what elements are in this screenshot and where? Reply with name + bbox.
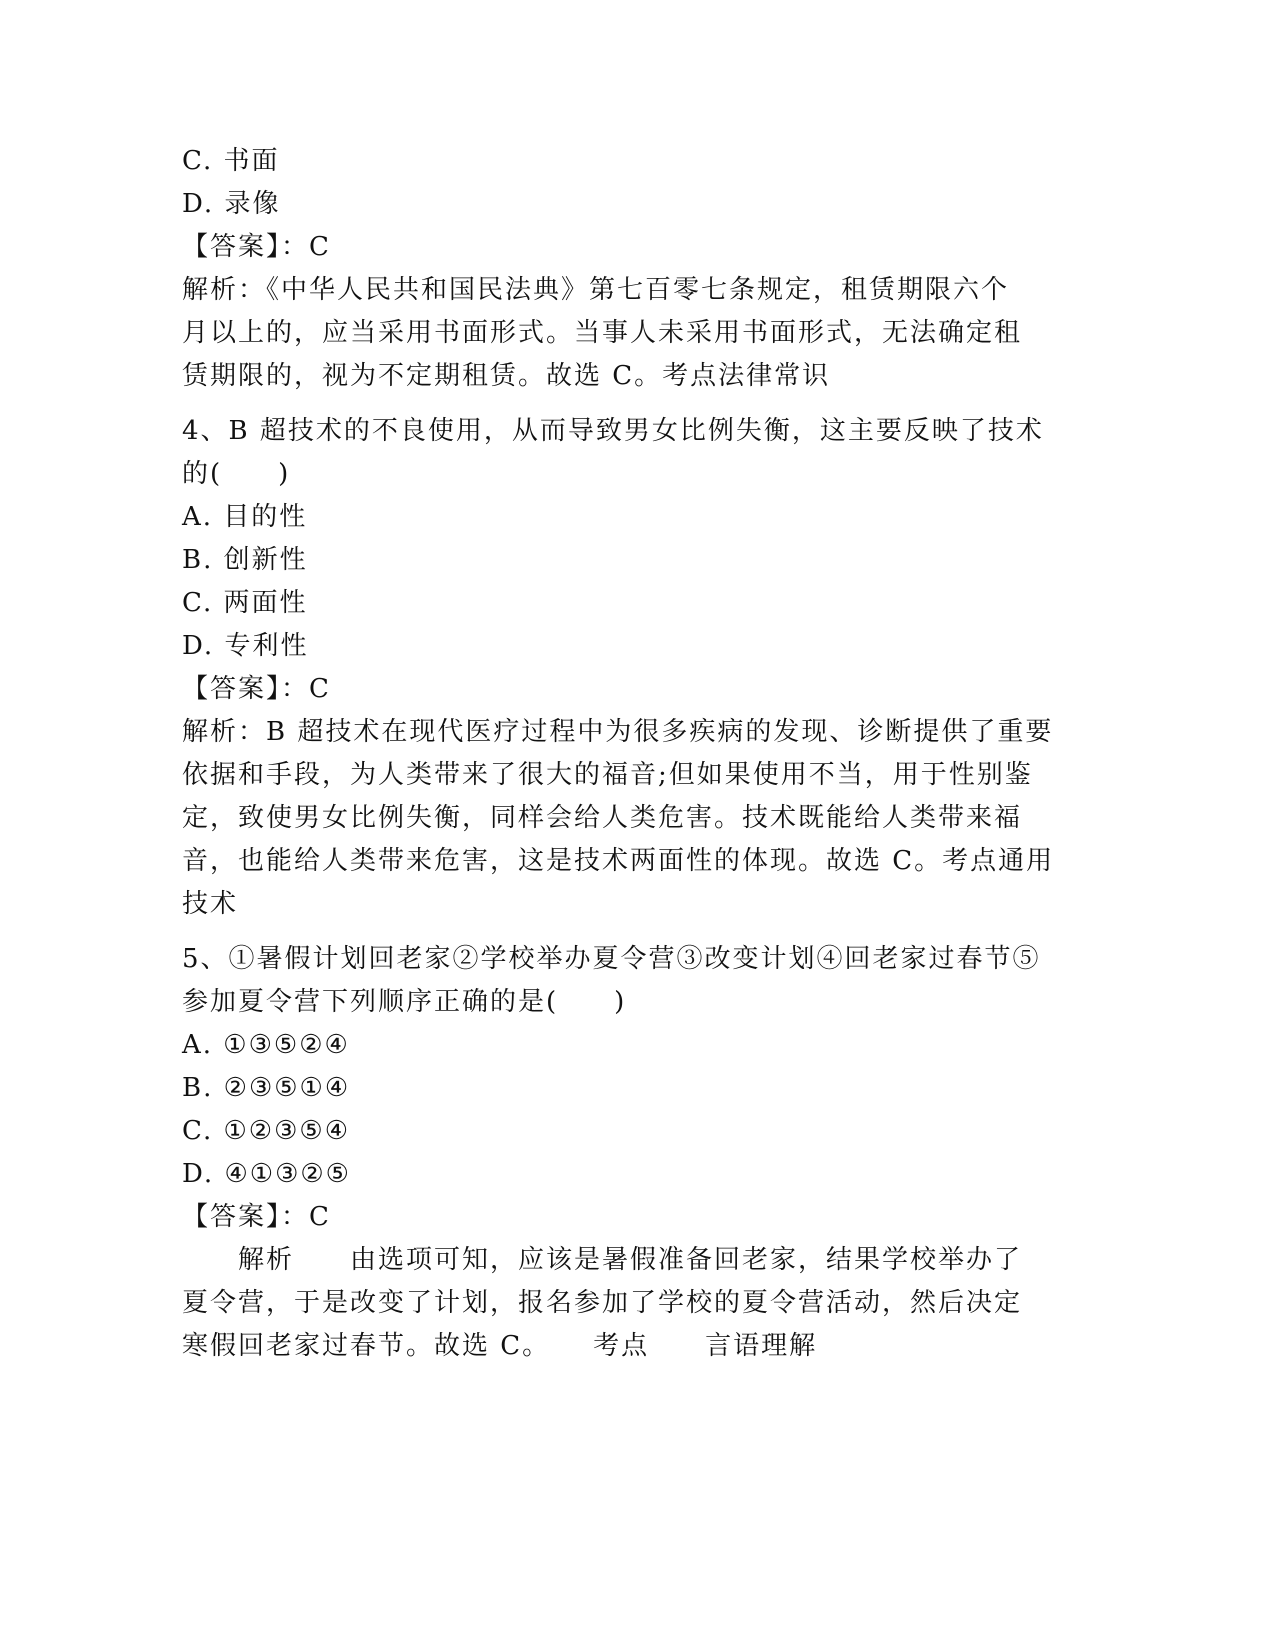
q5-option-a: A. ①③⑤②④ xyxy=(182,1030,350,1060)
q5-analysis-line-2: 夏令营，于是改变了计划，报名参加了学校的夏令营活动，然后决定 xyxy=(182,1288,1023,1318)
q3-analysis-line-2: 月以上的，应当采用书面形式。当事人未采用书面形式，无法确定租 xyxy=(182,318,1023,348)
q4-analysis-line-2: 依据和手段，为人类带来了很大的福音;但如果使用不当，用于性别鉴 xyxy=(182,760,1033,790)
q3-answer: 【答案】：C xyxy=(182,232,331,262)
document-page xyxy=(182,140,1062,1368)
q4-option-d: D. 专利性 xyxy=(182,631,309,661)
q4-analysis-line-4: 音，也能给人类带来危害，这是技术两面性的体现。故选 C。考点通用 xyxy=(182,846,1055,876)
q4-analysis-line-3: 定，致使男女比例失衡，同样会给人类危害。技术既能给人类带来福 xyxy=(182,803,1023,833)
q4-analysis-line-1: 解析：B 超技术在现代医疗过程中为很多疾病的发现、诊断提供了重要 xyxy=(182,717,1054,747)
q4-option-c: C. 两面性 xyxy=(182,588,308,618)
q4-question-line-1: 4、B 超技术的不良使用，从而导致男女比例失衡，这主要反映了技术 xyxy=(182,416,1044,446)
q5-question-line-2: 参加夏令营下列顺序正确的是( ) xyxy=(182,987,627,1017)
q5-option-d: D. ④①③②⑤ xyxy=(182,1159,351,1189)
q5-option-c: C. ①②③⑤④ xyxy=(182,1116,351,1146)
spacer xyxy=(182,926,1062,938)
spacer xyxy=(182,398,1062,410)
q5-answer: 【答案】：C xyxy=(182,1202,331,1232)
question-3-block xyxy=(182,140,1062,398)
q3-analysis-line-1: 解析：《中华人民共和国民法典》第七百零七条规定，租赁期限六个 xyxy=(182,275,1010,305)
q5-question-line-1: 5、①暑假计划回老家②学校举办夏令营③改变计划④回老家过春节⑤ xyxy=(182,944,1041,974)
q4-question-line-2: 的( ) xyxy=(182,459,291,489)
q4-answer: 【答案】：C xyxy=(182,674,331,704)
q5-option-b: B. ②③⑤①④ xyxy=(182,1073,351,1103)
q3-analysis-line-3: 赁期限的，视为不定期租赁。故选 C。考点法律常识 xyxy=(182,361,831,391)
q4-option-a: A. 目的性 xyxy=(182,502,308,532)
question-5-block xyxy=(182,938,1062,1368)
q5-analysis-line-3: 寒假回老家过春节。故选 C。 考点 言语理解 xyxy=(182,1331,818,1361)
question-4-block xyxy=(182,410,1062,926)
q3-option-c: C. 书面 xyxy=(182,146,280,176)
q5-analysis-line-1: 解析 由选项可知，应该是暑假准备回老家，结果学校举办了 xyxy=(182,1245,1023,1275)
q4-analysis-line-5: 技术 xyxy=(182,889,239,919)
q3-option-d: D. 录像 xyxy=(182,189,281,219)
q4-option-b: B. 创新性 xyxy=(182,545,308,575)
